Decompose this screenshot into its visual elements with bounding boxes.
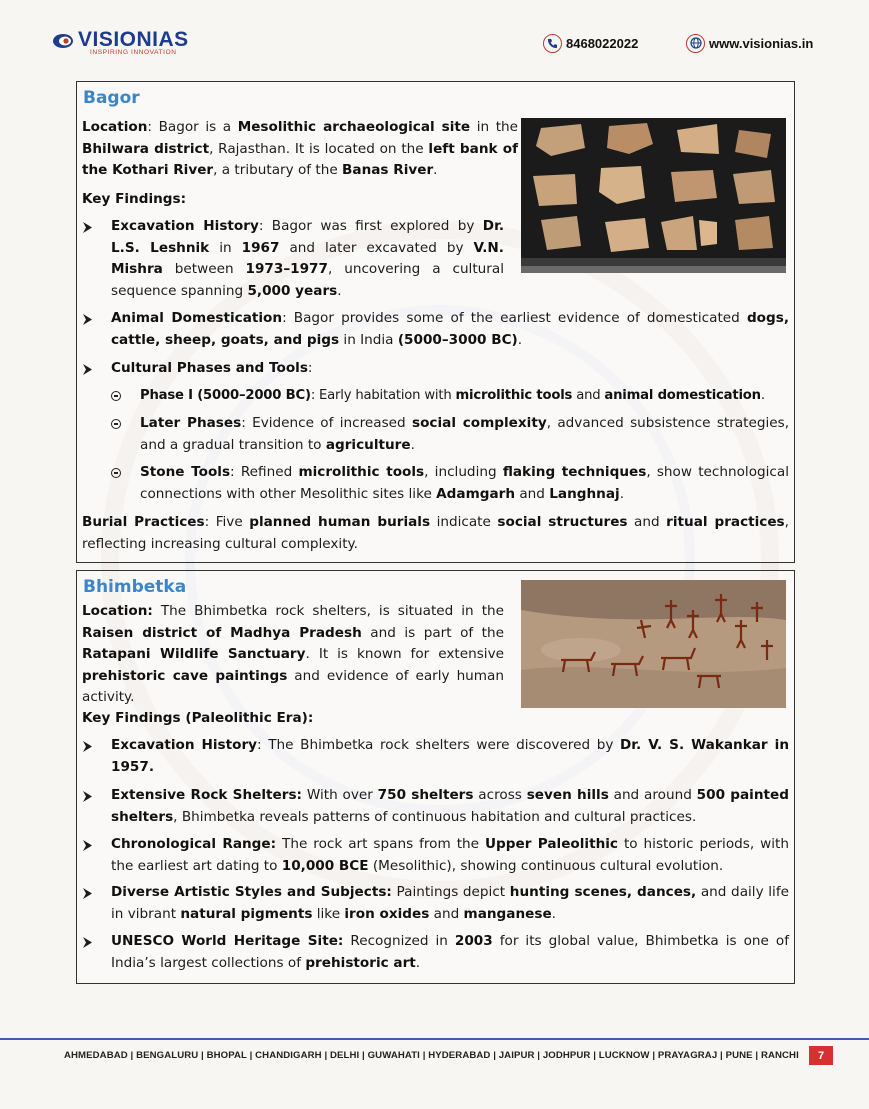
text-bold: UNESCO World Heritage Site: [111, 933, 344, 949]
text-run: in [209, 239, 242, 256]
rock-painting-image [521, 580, 786, 708]
pottery-sherds-image [521, 118, 786, 273]
bagor-sub-phase-one [140, 385, 789, 407]
text-bold: dogs, cattle, sheep, goats, and pigs [111, 310, 789, 348]
bhimbetka-bullet-unesco [111, 931, 789, 974]
bhimbetka-bullet-excavation [111, 735, 789, 778]
text-bold: flaking techniques [502, 464, 647, 480]
text-run: . [551, 905, 556, 922]
text-bold: Langhnaj [549, 485, 620, 502]
text-bold: Later Phases [140, 415, 242, 431]
page-number: 7 [809, 1046, 833, 1065]
text-bold: microlithic tools [298, 464, 425, 480]
text-bold: hunting scenes, dances, [509, 884, 697, 900]
text-bold: iron oxides [344, 905, 430, 922]
text-bold: agriculture [325, 436, 411, 453]
text-bold: V.N. Mishra [111, 239, 504, 277]
text-run: for its global value, Bhimbetka is one of India’s largest collections of [111, 933, 789, 971]
text-run: With over [301, 787, 378, 803]
phone-number: 8468022022 [566, 35, 639, 51]
text-run: and later excavated by [279, 239, 474, 256]
text-bold: seven hills [526, 787, 609, 803]
text-run: . [517, 331, 523, 348]
text-bold: 5,000 years [247, 282, 338, 299]
text-bold: Chronological Range: [111, 836, 277, 852]
bagor-section [76, 81, 795, 563]
text-run: (Mesolithic), showing continuous cultural evolution. [368, 857, 724, 874]
text-run: , uncovering a cultural sequence spanning [111, 261, 504, 299]
text-run: in the [470, 119, 519, 135]
text-run: . [337, 282, 342, 299]
bagor-location [82, 117, 518, 182]
text-bold: (5000–3000 BC) [397, 331, 518, 348]
text-bold: animal domestication [604, 388, 761, 403]
bhimbetka-bullet-chronology [111, 834, 789, 877]
text-run: . [433, 162, 438, 178]
text-bold: manganese [463, 905, 552, 922]
text-run: , Rajasthan. It is located on the [209, 140, 429, 157]
bagor-bullet-domestication [111, 308, 789, 351]
text-bold: prehistoric cave paintings [82, 667, 288, 684]
text-run: and is part of the [361, 624, 504, 641]
key-findings-heading: Key Findings: [82, 191, 187, 207]
arrow-bullet-icon [83, 888, 92, 899]
bhimbetka-title: Bhimbetka [83, 577, 187, 597]
text-bold: Excavation History [111, 218, 259, 234]
text-bold: 750 shelters [377, 787, 474, 803]
page-header [0, 0, 869, 60]
bagor-sub-stone-tools [140, 462, 789, 505]
bagor-burial-practices [82, 512, 789, 555]
text-bold: Bhilwara district [82, 140, 210, 157]
text-bold: Animal Domestication [111, 310, 283, 326]
text-run: , including [424, 464, 503, 480]
text-bold: 1967 [241, 239, 280, 256]
text-bold: Cultural Phases and Tools [111, 360, 308, 376]
arrow-bullet-icon [83, 222, 92, 233]
text-bold: Raisen district of Madhya Pradesh [82, 624, 362, 641]
arrow-bullet-icon [83, 314, 92, 325]
text-run: between [162, 261, 246, 277]
website-url: www.visionias.in [709, 35, 814, 51]
bhimbetka-bullet-shelters [111, 785, 789, 828]
text-run: and [515, 485, 550, 502]
bagor-bullet-excavation [111, 216, 504, 302]
text-run: . [415, 954, 421, 971]
text-bold: Excavation History [111, 737, 258, 753]
eye-logo-icon [52, 32, 74, 50]
arrow-bullet-icon [83, 840, 92, 851]
text-run: : Five [204, 514, 250, 530]
text-run: and [572, 388, 605, 403]
text-run: . It is known for extensive [305, 646, 504, 662]
arrow-bullet-icon [83, 741, 92, 752]
text-run: : Bagor provides some of the earliest evidence of domesticated [282, 310, 747, 326]
text-run: , reflecting increasing cultural complexity. [82, 514, 789, 552]
rock-painting-icon [521, 580, 786, 708]
key-findings-heading: Key Findings (Paleolithic Era): [82, 710, 314, 726]
bagor-sub-later-phases [140, 413, 789, 456]
arrow-bullet-icon [83, 937, 92, 948]
text-run: : Evidence of increased [241, 415, 412, 431]
text-bold: Diverse Artistic Styles and Subjects: [111, 884, 392, 900]
circle-bullet-icon [111, 468, 121, 478]
bhimbetka-section [76, 570, 795, 984]
circle-bullet-icon [111, 391, 121, 401]
text-run: , Bhimbetka reveals patterns of continuous habitation and cultural practices. [173, 808, 697, 825]
text-run: : Refined [230, 464, 299, 480]
text-run: : Early habitation with [310, 388, 456, 403]
text-bold: microlithic tools [455, 388, 573, 403]
bagor-bullet-phases [111, 358, 789, 380]
website-contact[interactable] [686, 33, 813, 53]
text-bold: Upper Paleolithic [484, 836, 618, 852]
text-run: and [627, 514, 667, 530]
text-bold: social structures [497, 514, 628, 530]
text-run: : Bagor was first explored by [258, 218, 483, 234]
text-run: and around [608, 787, 697, 803]
text-run: The Bhimbetka rock shelters, is situated in the [152, 603, 504, 619]
bhimbetka-key-findings [82, 708, 382, 730]
text-bold: social complexity [412, 415, 547, 431]
text-bold: 1973–1977 [245, 261, 328, 277]
text-bold: Adamgarh [436, 485, 516, 502]
text-run: . [619, 485, 625, 502]
text-run: across [473, 787, 527, 803]
arrow-bullet-icon [83, 791, 92, 802]
text-run: in India [339, 331, 398, 348]
text-run: , show technological connections with other Mesolithic sites like [140, 464, 789, 502]
text-bold: Dr. L.S. Leshnik [111, 218, 504, 256]
text-run: : Bagor is a [147, 119, 238, 135]
text-run: and evidence of early human activity. [82, 667, 504, 705]
text-run: Recognized in [343, 933, 455, 949]
bhimbetka-bullet-styles [111, 882, 789, 925]
text-bold: Mesolithic archaeological site [237, 119, 471, 135]
text-run: : [307, 360, 313, 376]
text-bold: natural pigments [180, 905, 313, 922]
text-bold: 10,000 BCE [281, 857, 369, 874]
phone-icon [543, 34, 562, 53]
text-run: like [312, 905, 345, 922]
bagor-title: Bagor [83, 88, 140, 108]
arrow-bullet-icon [83, 364, 92, 375]
footer-city-list: AHMEDABAD | BENGALURU | BHOPAL | CHANDIGARH | DELHI | GUWAHATI | HYDERABAD | JAIPUR | JODHPUR | LUCKNOW | PRAYAGRAJ | PUNE | RANCHI [64, 1050, 799, 1061]
text-bold: Phase I (5000–2000 BC) [140, 388, 311, 403]
footer-divider [0, 1038, 869, 1040]
text-run: and [429, 905, 464, 922]
location-label: Location: [82, 603, 153, 619]
text-bold: left bank of the Kothari River [82, 140, 518, 178]
text-bold: Ratapani Wildlife Sanctuary [82, 646, 306, 662]
text-bold: Burial Practices [82, 514, 205, 530]
text-bold: 2003 [454, 933, 493, 949]
text-run: The rock art spans from the [276, 836, 485, 852]
text-bold: planned human burials [249, 514, 431, 530]
text-bold: Banas River [342, 162, 434, 178]
text-run: , a tributary of the [213, 162, 343, 178]
bagor-key-findings [82, 189, 382, 211]
brand-tagline: INSPIRING INNOVATION [90, 49, 177, 56]
text-run: : The Bhimbetka rock shelters were discovered by [257, 737, 620, 753]
text-bold: prehistoric art [305, 954, 416, 971]
text-bold: Dr. V. S. Wakankar in 1957. [111, 737, 790, 775]
text-bold: Stone Tools [140, 464, 231, 480]
text-bold: 500 painted shelters [111, 787, 789, 825]
text-run: Paintings depict [391, 884, 510, 900]
bhimbetka-location [82, 601, 504, 709]
text-run: to historic periods, with the earliest art dating to [111, 836, 789, 874]
text-run: . [410, 436, 415, 453]
text-bold: Extensive Rock Shelters: [111, 787, 302, 803]
text-run: and daily life in vibrant [111, 884, 789, 922]
text-run: , advanced subsistence strategies, and a gradual transition to [140, 415, 790, 453]
text-run: indicate [430, 514, 498, 530]
globe-icon [686, 34, 705, 53]
text-bold: ritual practices [666, 514, 785, 530]
location-label: Location [82, 119, 148, 135]
circle-bullet-icon [111, 419, 121, 429]
brand-name: VISIONIAS [78, 28, 189, 51]
text-run: . [760, 388, 765, 403]
pottery-sherds-icon [521, 118, 786, 273]
phone-contact[interactable] [543, 33, 638, 53]
